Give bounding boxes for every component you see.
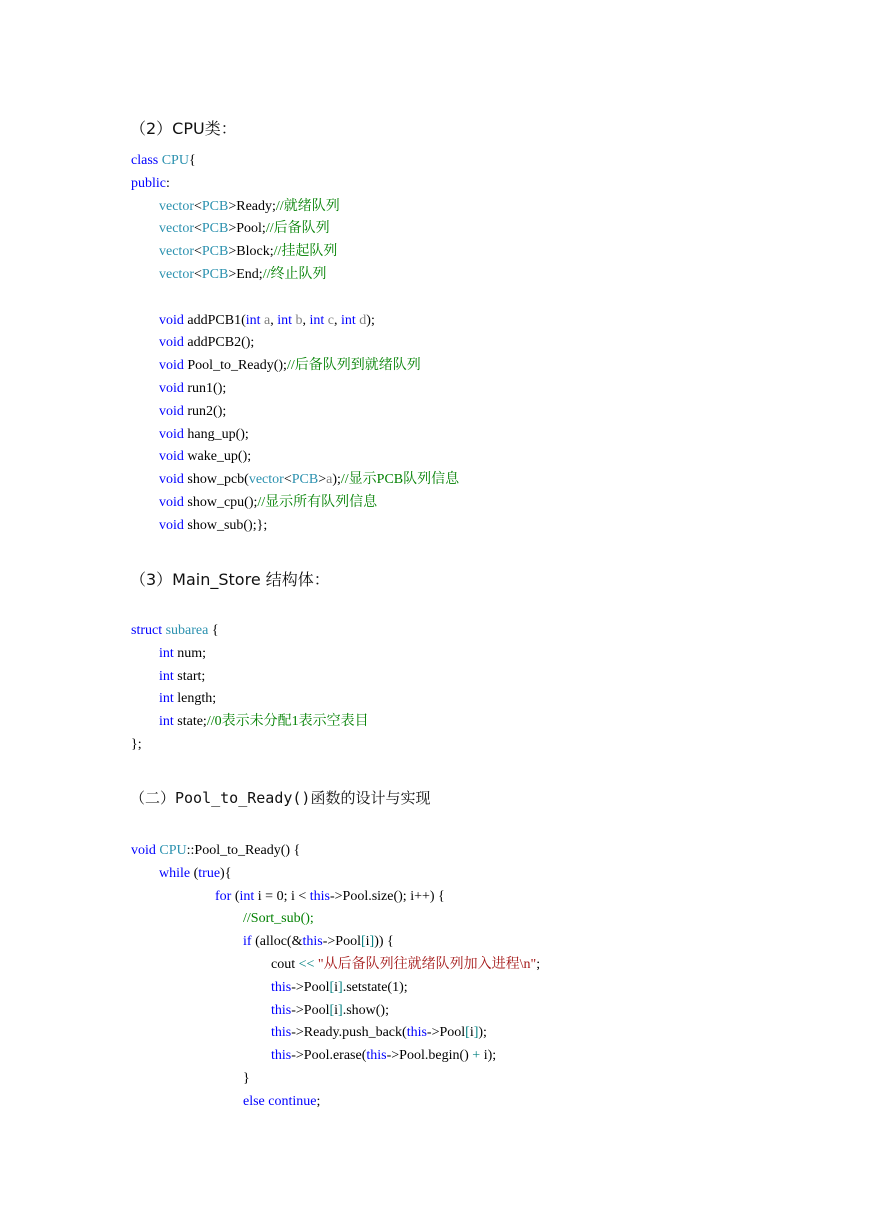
- code-line: [131, 311, 375, 331]
- code-token: for: [215, 888, 235, 904]
- code-line: [131, 493, 377, 513]
- code-token: int: [277, 312, 296, 328]
- code-token: vector: [159, 244, 194, 260]
- code-token: <<: [298, 957, 318, 972]
- code-token: [131, 518, 159, 533]
- code-token: vector: [159, 198, 194, 214]
- code-line: [131, 887, 445, 907]
- code-line: [131, 219, 330, 239]
- code-token: i: [334, 1002, 339, 1018]
- code-token: ->Pool: [426, 1025, 466, 1041]
- code-token: [131, 404, 159, 419]
- code-line: [131, 1023, 487, 1043]
- code-token: ->Pool.erase(: [291, 1048, 367, 1064]
- code-token: [131, 911, 243, 926]
- code-token: ]: [473, 1025, 479, 1041]
- code-token: i);: [483, 1048, 497, 1064]
- code-token: ->Pool: [291, 1002, 330, 1018]
- code-token: show_cpu();: [187, 495, 258, 510]
- code-token: int: [159, 714, 178, 730]
- code-token: [131, 221, 159, 236]
- code-token: [: [329, 979, 335, 995]
- code-token: [131, 267, 159, 282]
- code-token: true: [198, 865, 221, 881]
- code-token: >Block;: [228, 244, 274, 260]
- code-token: Pool_to_Ready();: [187, 358, 287, 374]
- code-token: //终止队列: [262, 267, 327, 282]
- code-token: >Ready;: [228, 198, 276, 214]
- code-token: <: [193, 244, 202, 260]
- code-token: ->Ready.push_back(: [291, 1025, 407, 1041]
- code-token: else continue: [243, 1093, 317, 1109]
- code-line: [131, 197, 340, 217]
- code-token: if: [243, 934, 256, 950]
- code-token: int: [159, 691, 178, 707]
- code-token: [: [360, 934, 366, 950]
- code-token: [131, 1025, 271, 1040]
- code-token: <: [193, 267, 202, 282]
- code-line: [131, 516, 267, 536]
- section-heading-pool-to-ready: （二）Pool_to_Ready()函数的设计与实现: [130, 789, 431, 807]
- code-token: run1();: [187, 381, 227, 396]
- code-token: [: [465, 1025, 470, 1041]
- code-line: [131, 1046, 496, 1066]
- code-line: [131, 841, 300, 861]
- code-line: [131, 242, 337, 262]
- code-line: [131, 174, 170, 194]
- code-token: d: [359, 312, 367, 328]
- code-token: cout: [131, 957, 299, 972]
- code-token: ->Pool.size(); i++) {: [329, 888, 445, 904]
- code-line: [131, 1001, 389, 1021]
- code-token: [131, 358, 159, 373]
- code-line: [131, 333, 254, 353]
- code-line: [131, 955, 540, 975]
- code-token: //后备队列: [265, 221, 330, 237]
- code-token: [131, 199, 159, 214]
- code-token: "从后备队列往就绪队列加入进程\n": [317, 957, 537, 972]
- code-line: [131, 735, 142, 755]
- code-token: <: [283, 472, 292, 488]
- code-token: addPCB2();: [187, 335, 255, 351]
- code-token: );: [332, 472, 341, 488]
- code-token: i: [365, 934, 370, 950]
- code-token: //0表示未分配1表示空表目: [206, 714, 369, 730]
- code-token: void: [159, 403, 188, 419]
- code-token: b: [295, 312, 303, 328]
- code-token: //Sort_sub();: [243, 911, 314, 927]
- code-token: void: [159, 312, 188, 328]
- code-token: void: [159, 335, 188, 351]
- code-token: [131, 934, 243, 949]
- code-token: public: [131, 175, 166, 191]
- code-token: .setstate(1);: [342, 979, 408, 995]
- code-token: wake_up();: [187, 449, 252, 465]
- code-line: [131, 621, 219, 641]
- code-token: :: [166, 175, 170, 191]
- code-token: [131, 381, 159, 396]
- code-token: [131, 427, 159, 442]
- code-token: struct: [131, 623, 166, 638]
- code-token: ,: [270, 312, 278, 328]
- code-token: [131, 866, 159, 881]
- code-token: CPU: [161, 153, 189, 168]
- code-token: [131, 335, 159, 350]
- code-token: );: [478, 1025, 487, 1041]
- code-token: [: [329, 1002, 335, 1018]
- code-token: length;: [177, 691, 217, 707]
- code-token: [131, 1094, 243, 1109]
- code-token: {: [208, 623, 219, 638]
- code-token: ]: [338, 1002, 343, 1018]
- code-token: this: [302, 934, 323, 950]
- code-token: [131, 714, 159, 729]
- code-line: [131, 644, 206, 664]
- code-token: [131, 691, 159, 706]
- code-token: i = 0; i <: [257, 888, 310, 904]
- code-token: vector: [248, 472, 284, 488]
- code-token: num;: [177, 645, 207, 661]
- code-token: this: [309, 888, 330, 904]
- code-token: void: [159, 358, 188, 374]
- code-token: ->Pool.begin(): [386, 1048, 473, 1064]
- code-line: [131, 1092, 320, 1112]
- code-token: int: [245, 312, 265, 328]
- code-token: );: [366, 312, 375, 328]
- code-token: CPU: [159, 843, 187, 858]
- code-token: [131, 1003, 271, 1018]
- code-token: void: [131, 843, 160, 858]
- code-token: <: [193, 221, 202, 237]
- code-token: this: [271, 1002, 292, 1018]
- code-token: int: [341, 312, 360, 328]
- code-token: ::Pool_to_Ready() {: [186, 843, 301, 858]
- code-token: [131, 495, 159, 510]
- code-token: }: [131, 1071, 250, 1086]
- code-token: class: [131, 153, 162, 168]
- code-token: PCB: [201, 244, 229, 260]
- code-token: ,: [334, 312, 342, 328]
- code-token: this: [271, 1048, 292, 1064]
- code-token: run2();: [187, 403, 227, 419]
- code-token: )) {: [374, 934, 394, 950]
- code-line: [131, 667, 205, 687]
- code-line: [131, 909, 314, 929]
- code-token: >: [318, 472, 327, 488]
- code-token: (: [193, 865, 199, 881]
- code-token: ]: [338, 979, 343, 995]
- code-token: void: [159, 381, 188, 396]
- code-token: int: [309, 312, 328, 328]
- code-token: [131, 646, 159, 661]
- code-line: [131, 1069, 250, 1089]
- code-token: //后备队列到就绪队列: [286, 358, 421, 374]
- code-token: >Pool;: [228, 221, 266, 237]
- code-line: [131, 356, 421, 376]
- code-token: //显示所有队列信息: [257, 495, 378, 510]
- code-token: [131, 449, 159, 464]
- code-token: this: [366, 1048, 387, 1064]
- code-token: void: [159, 426, 188, 442]
- code-line: [131, 712, 369, 732]
- code-token: .show();: [342, 1002, 389, 1018]
- code-token: ->Pool: [322, 934, 361, 950]
- code-token: //挂起队列: [273, 244, 338, 260]
- code-token: >End;: [228, 267, 263, 282]
- code-token: [131, 472, 159, 487]
- code-line: [131, 265, 326, 285]
- code-line: [131, 864, 231, 884]
- code-token: ,: [302, 312, 310, 328]
- code-token: this: [406, 1025, 427, 1041]
- code-token: [131, 313, 159, 328]
- code-token: int: [159, 645, 178, 661]
- code-token: [131, 244, 159, 259]
- section-heading-main-store: （3）Main_Store 结构体：: [130, 570, 330, 589]
- code-line: [131, 470, 459, 490]
- code-line: [131, 978, 408, 998]
- code-token: vector: [159, 221, 194, 237]
- code-token: //显示PCB队列信息: [340, 472, 460, 488]
- code-token: int: [239, 888, 258, 904]
- code-line: [131, 447, 251, 467]
- code-token: void: [159, 495, 188, 510]
- section-heading-cpu-class: （2）CPU类：: [130, 119, 237, 138]
- code-token: <: [193, 198, 202, 214]
- code-token: hang_up();: [187, 426, 249, 442]
- code-token: PCB: [291, 472, 319, 488]
- code-token: this: [271, 979, 292, 995]
- code-token: {: [188, 153, 196, 168]
- code-token: int: [159, 668, 178, 684]
- code-token: while: [159, 865, 194, 881]
- code-token: void: [159, 517, 188, 533]
- code-token: void: [159, 472, 188, 488]
- code-token: state;: [177, 714, 207, 730]
- code-token: ){: [220, 865, 232, 881]
- code-line: [131, 425, 249, 445]
- code-token: [131, 669, 159, 684]
- code-token: PCB: [201, 267, 229, 282]
- code-token: };: [131, 737, 142, 752]
- code-token: vector: [159, 267, 194, 282]
- code-token: ;: [316, 1093, 321, 1109]
- code-token: (: [234, 888, 240, 904]
- code-token: +: [472, 1048, 484, 1064]
- code-token: a: [264, 312, 271, 328]
- code-token: show_pcb(: [187, 472, 249, 488]
- code-token: addPCB1(: [187, 312, 246, 328]
- code-line: [131, 379, 226, 399]
- code-token: PCB: [201, 198, 229, 214]
- code-token: this: [271, 1025, 292, 1041]
- code-token: [131, 980, 271, 995]
- code-token: show_sub();};: [187, 517, 268, 533]
- code-token: i: [334, 979, 339, 995]
- code-token: i: [469, 1025, 474, 1041]
- code-token: a: [326, 472, 333, 488]
- code-token: (alloc(&: [255, 934, 303, 950]
- code-token: subarea: [165, 623, 209, 638]
- code-token: ->Pool: [291, 979, 330, 995]
- code-token: [131, 889, 215, 904]
- code-token: [131, 1048, 271, 1063]
- code-line: [131, 151, 196, 171]
- code-token: PCB: [201, 221, 229, 237]
- code-token: void: [159, 449, 188, 465]
- code-line: [131, 402, 226, 422]
- code-token: ;: [536, 957, 541, 972]
- code-token: ]: [369, 934, 375, 950]
- code-line: [131, 689, 216, 709]
- code-token: //就绪队列: [275, 198, 340, 214]
- code-token: start;: [177, 668, 206, 684]
- code-token: c: [327, 312, 335, 328]
- code-line: [131, 932, 394, 952]
